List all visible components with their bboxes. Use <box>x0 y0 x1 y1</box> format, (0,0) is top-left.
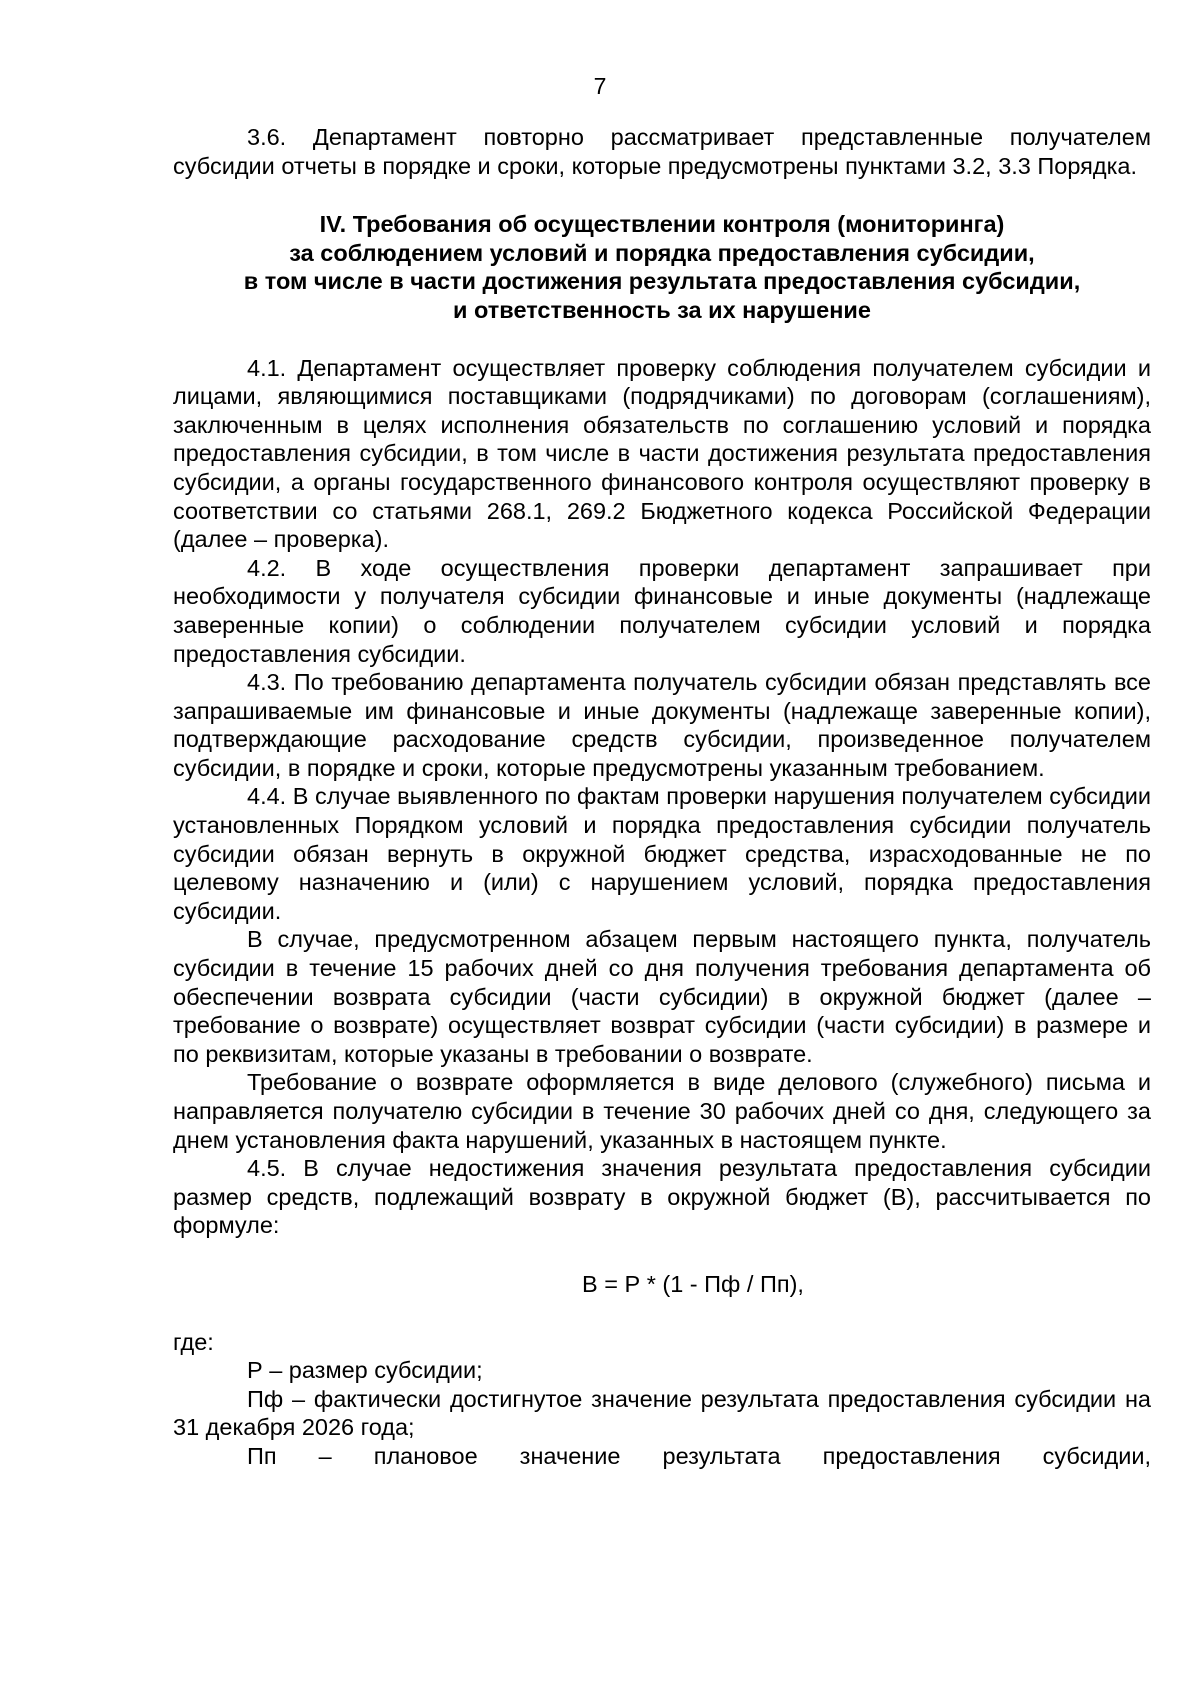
section-heading-line-3: в том числе в части достижения результата предоставления субсидии, <box>243 268 1081 295</box>
paragraph-4-2: 4.2. В ходе осуществления проверки департамент запрашивает при необходимости у получателя субсидии финансовые и иные документы (надлежаще заверенные копии) о соблюдении получателем субсидии условий и порядка предоставления субсидии. <box>173 554 1151 667</box>
paragraph-4-1: 4.1. Департамент осуществляет проверку соблюдения получателем субсидии и лицами, являющимися поставщиками (подрядчиками) по договорам (соглашениям), заключенным в целях исполнения обязательств по соглашению условий и порядка предоставления субсидии, в том числе в части достижения результата предоставления субсидии, а органы государственного финансового контроля осуществляют проверку в соответствии со статьями 268.1, 269.2 Бюджетного кодекса Российской Федерации (далее – проверка). <box>173 354 1151 553</box>
where-label: где: <box>173 1328 214 1355</box>
definition-p: Р – размер субсидии; <box>247 1357 483 1384</box>
section-heading <box>173 210 1151 324</box>
definition-pf: Пф – фактически достигнутое значение результата предоставления субсидии на 31 декабря 2026 года; <box>173 1385 1151 1441</box>
paragraph-4-4: 4.4. В случае выявленного по фактам проверки нарушения получателем субсидии установленных Порядком условий и порядка предоставления субсидии получатель субсидии обязан вернуть в окружной бюджет средства, израсходованные не по целевому назначению и (или) с нарушением условий, порядка предоставления субсидии. <box>173 783 1151 924</box>
page-number: 7 <box>593 73 607 99</box>
paragraph-4-3: 4.3. По требованию департамента получатель субсидии обязан представлять все запрашиваемые им финансовые и иные документы (надлежаще заверенные копии), подтверждающие расходование средств субсидии, произведенное получателем субсидии, в порядке и сроки, которые предусмотрены указанным требованием. <box>173 669 1151 781</box>
section-heading-line-1: IV. Требования об осуществлении контроля (мониторинга) <box>319 211 1005 238</box>
refund-formula: В = Р * (1 - Пф / Пп), <box>582 1270 804 1297</box>
paragraph-4-4-second: В случае, предусмотренном абзацем первым настоящего пункта, получатель субсидии в течение 15 рабочих дней со дня получения требования департамента об обеспечении возврата субсидии (части субсидии) в окружной бюджет (далее – требование о возврате) осуществляет возврат субсидии (части субсидии) в размере и по реквизитам, которые указаны в требовании о возврате. <box>173 926 1151 1067</box>
paragraph-4-4-third: Требование о возврате оформляется в виде делового (служебного) письма и направляется получателю субсидии в течение 30 рабочих дней со дня, следующего за днем установления факта нарушений, указанных в настоящем пункте. <box>173 1069 1151 1153</box>
definition-pp: Пп – плановое значение результата предоставления субсидии, <box>247 1442 1151 1469</box>
paragraph-3-6: 3.6. Департамент повторно рассматривает представленные получателем субсидии отчеты в порядке и сроки, которые предусмотрены пунктами 3.2, 3.3 Порядка. <box>173 124 1151 179</box>
section-heading-line-4: и ответственность за их нарушение <box>453 296 871 323</box>
document-body <box>173 123 1151 1471</box>
paragraph-4-5: 4.5. В случае недостижения значения результата предоставления субсидии размер средств, подлежащий возврату в окружной бюджет (В), рассчитывается по формуле: <box>173 1155 1151 1239</box>
section-heading-line-2: за соблюдением условий и порядка предоставления субсидии, <box>289 239 1035 266</box>
